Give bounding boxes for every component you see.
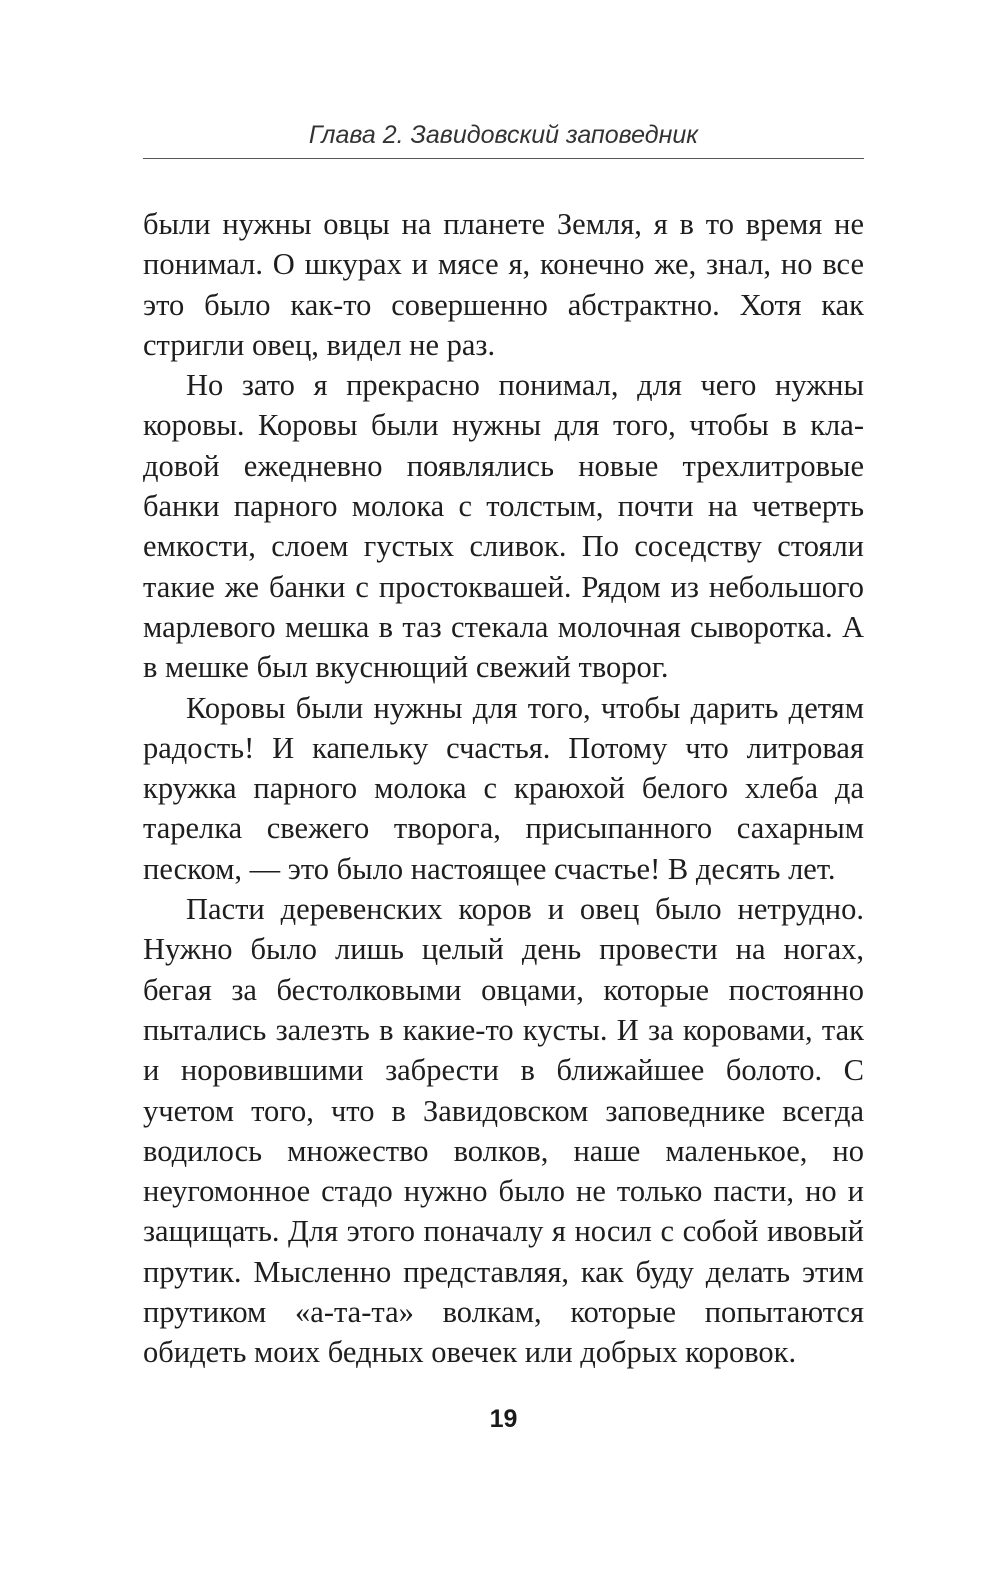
paragraph-4: Пасти деревенских коров и овец было нетрудно. Нужно было лишь целый день провести на ногах, бегая за бестолковыми овцами, которые постоянно пытались залезть в какие-то кусты. И за коровами, так и норовившими забрести в ближайшее болото. С учетом того, что в Завидовском заповеднике всегда водилось множество волков, наше маленькое, но неугомонное стадо нужно было не только пасти, но и защищать. Для этого поначалу я носил с собой ивовый прутик. Мысленно представляя, как буду делать этим прутиком «а-та-та» волкам, которые попытаются обидеть моих бедных овечек или добрых коровок. xyxy=(143,892,864,1370)
body-text xyxy=(143,204,864,1373)
running-head: Глава 2. Завидовский заповедник xyxy=(308,121,699,149)
paragraph-3: Коровы были нужны для того, чтобы дарить детям радость! И капельку счастья. Потому что литровая кружка парного молока с краюхой белого хлеба да тарелка свежего творога, присыпанного сахарным песком, — это было настоящее счастье! В десять лет. xyxy=(143,690,864,886)
paragraph-1: были нужны овцы на планете Земля, я в то время не понимал. О шкурах и мясе я, конечно же, знал, но все это было как-то совершенно абстрактно. Хотя как стригли овец, видел не раз. xyxy=(143,207,864,362)
paragraph-2: Но зато я прекрасно понимал, для чего нужны коровы. Коровы были нужны для того, чтобы в кладовой ежедневно появлялись новые трехлитровые банки парного молока с толстым, почти на четверть емкости, слоем густых сливок. По соседству стояли такие же банки с простоквашей. Рядом из небольшого марлевого мешка в таз стекала молочная сыворотка. А в мешке был вкуснющий свежий творог. xyxy=(143,368,864,685)
book-page xyxy=(143,0,864,1573)
page-number: 19 xyxy=(489,1405,518,1433)
header-rule xyxy=(143,158,864,159)
